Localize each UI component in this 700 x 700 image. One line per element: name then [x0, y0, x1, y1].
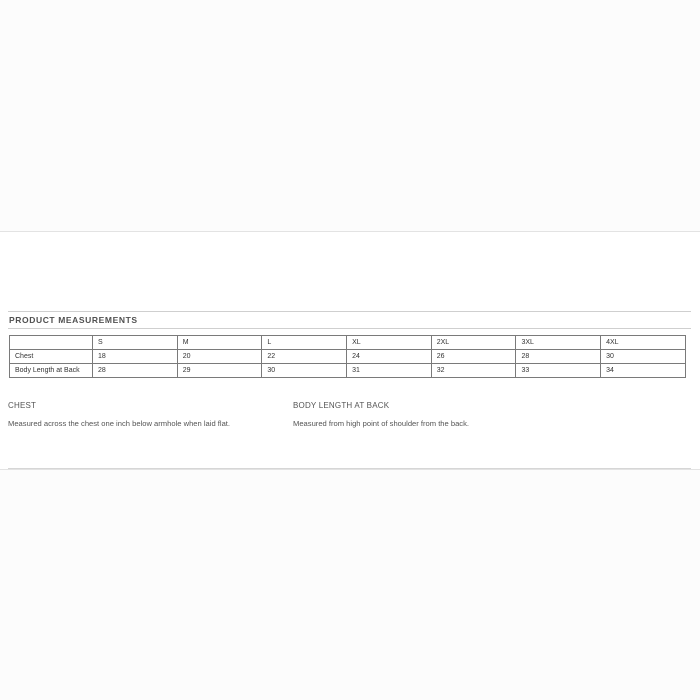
body-length-description: [293, 401, 593, 431]
table-cell: 34: [601, 364, 686, 378]
size-header-cell: 3XL: [516, 336, 601, 350]
bottom-blank-band: [0, 470, 700, 700]
size-header-cell: L: [262, 336, 347, 350]
table-cell: 18: [93, 350, 178, 364]
table-cell: 20: [177, 350, 262, 364]
table-cell: 30: [601, 350, 686, 364]
chest-description: [8, 401, 270, 431]
table-cell: 22: [262, 350, 347, 364]
size-header-cell: M: [177, 336, 262, 350]
table-header-row: [10, 336, 686, 350]
table-cell: 24: [347, 350, 432, 364]
table-corner-cell: [10, 336, 93, 350]
row-label-cell: Chest: [10, 350, 93, 364]
table-cell: 28: [93, 364, 178, 378]
top-blank-band: [0, 0, 700, 231]
table-row: [10, 350, 686, 364]
table-cell: 30: [262, 364, 347, 378]
table-cell: 29: [177, 364, 262, 378]
table-row: [10, 364, 686, 378]
body-length-text: Measured from high point of shoulder from the back.: [293, 419, 470, 428]
top-divider: [0, 231, 700, 232]
measurements-table: [9, 335, 686, 378]
size-header-cell: 4XL: [601, 336, 686, 350]
size-header-cell: XL: [347, 336, 432, 350]
row-label-cell: Body Length at Back: [10, 364, 93, 378]
table-cell: 31: [347, 364, 432, 378]
chest-heading: CHEST: [8, 401, 37, 410]
chest-text: Measured across the chest one inch below armhole when laid flat.: [8, 419, 231, 428]
size-header-cell: S: [93, 336, 178, 350]
section-title: PRODUCT MEASUREMENTS: [9, 315, 138, 325]
size-header-cell: 2XL: [431, 336, 516, 350]
table-cell: 28: [516, 350, 601, 364]
table-cell: 26: [431, 350, 516, 364]
table-cell: 32: [431, 364, 516, 378]
body-length-heading: BODY LENGTH AT BACK: [293, 401, 390, 410]
section-top-rule: [8, 311, 691, 312]
section-title-rule: [8, 328, 691, 329]
table-cell: 33: [516, 364, 601, 378]
